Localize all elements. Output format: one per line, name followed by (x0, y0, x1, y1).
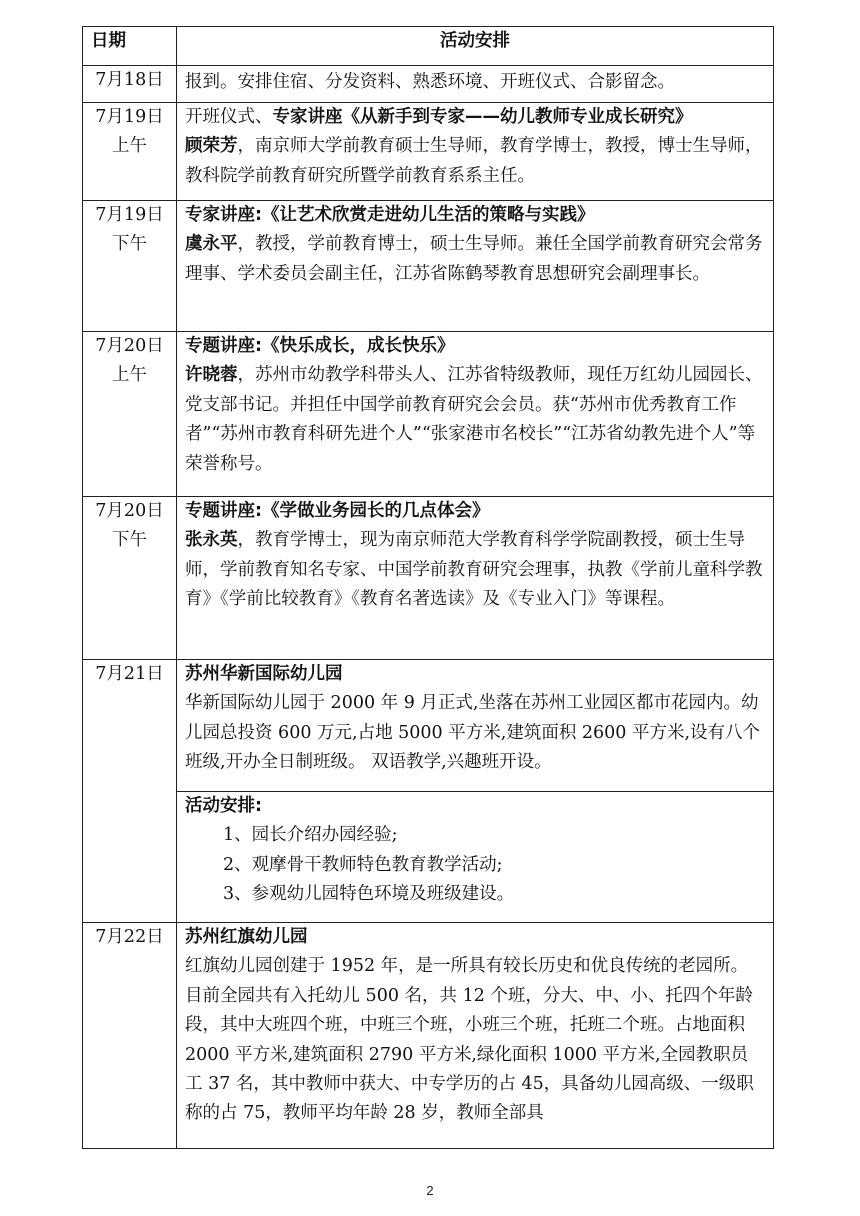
date-cell (83, 660, 177, 923)
list-item: 2、观摩骨干教师特色教育教学活动; (223, 854, 503, 875)
activity-cell (177, 66, 774, 103)
activity-cell (177, 103, 774, 201)
lecture-title: 专家讲座:《让艺术欣赏走进幼儿生活的策略与实践》 (185, 205, 595, 225)
speaker-bio: ，教授，学前教育博士，硕士生导师。兼任全国学前教育研究会常务理事、学术委员会副主任，江苏省陈鹤琴教育思想研究会副理事长。 (185, 234, 763, 284)
school-intro: 红旗幼儿园创建于 1952 年，是一所具有较长历史和优良传统的老园所。目前全园共有入托幼儿 500 名，共 12 个班，分大、中、小、托四个年龄段，其中大班四个班，中班三个班，小班三个班，托班二个班。占地面积 2000 平方米,建筑面积 2790 平方米,绿化面积 1000 平方米,全园教职员工 37 名，其中教师中获大、中专学历的占 45，具备幼儿园高级、一级职称的占 75，教师平均年龄 28 岁，教师全部具 (185, 956, 754, 1124)
date-text: 7月18日 (95, 70, 164, 90)
table-row (83, 332, 774, 497)
date-period: 下午 (112, 234, 147, 255)
list-item: 3、参观幼儿园特色环境及班级建设。 (223, 884, 515, 905)
header-date: 日期 (83, 27, 177, 66)
schedule-table (82, 26, 774, 1149)
date-text: 7月20日 (95, 336, 164, 356)
speaker-bio: ，教育学博士，现为南京师范大学教育科学学院副教授，硕士生导师，学前教育知名专家、中国学前教育研究会理事，执教《学前儿童科学教育》《学前比较教育》《教育名著选读》及《专业入门》等课程。 (185, 530, 763, 610)
date-text: 7月21日 (95, 664, 164, 684)
school-cell (177, 923, 774, 1149)
activity-cell (177, 332, 774, 497)
table-header-row (83, 27, 774, 66)
school-intro: 华新国际幼儿园于 2000 年 9 月正式,坐落在苏州工业园区都市花园内。幼儿园总投资 600 万元,占地 5000 平方米,建筑面积 2600 平方米,设有八个班级,开办全日制班级。 双语教学,兴趣班开设。 (185, 693, 761, 773)
activity-cell (177, 201, 774, 332)
speaker-name: 张永英 (185, 530, 238, 551)
lecture-title: 专题讲座:《学做业务园长的几点体会》 (185, 501, 490, 521)
date-cell (83, 332, 177, 497)
table-row (83, 792, 774, 923)
date-cell (83, 66, 177, 103)
activities-cell (177, 792, 774, 923)
header-activity: 活动安排 (177, 27, 774, 66)
table-row (83, 497, 774, 660)
date-text: 7月22日 (95, 927, 164, 947)
date-period: 上午 (112, 365, 147, 386)
lecture-title: 专题讲座:《快乐成长，成长快乐》 (185, 336, 455, 356)
date-text: 7月19日 (95, 107, 164, 127)
speaker-bio: ，南京师大学前教育硕士生导师，教育学博士，教授，博士生导师，教科院学前教育研究所暨学前教育系系主任。 (185, 136, 763, 186)
speaker-bio: ，苏州市幼教学科带头人、江苏省特级教师，现任万红幼儿园园长、党支部书记。并担任中国学前教育研究会会员。获“苏州市优秀教育工作者”“苏州市教育科研先进个人”“张家港市名校长”“江苏省幼教先进个人”等荣誉称号。 (185, 365, 763, 474)
list-item: 1、园长介绍办园经验; (223, 825, 398, 846)
lecture-title: 专家讲座《从新手到专家——幼儿教师专业成长研究》 (272, 107, 693, 127)
table-row (83, 201, 774, 332)
table-row (83, 103, 774, 201)
speaker-name: 顾荣芳 (185, 136, 238, 157)
date-period: 上午 (112, 136, 147, 157)
table-row (83, 660, 774, 792)
table-row (83, 923, 774, 1149)
date-period: 下午 (112, 530, 147, 551)
date-text: 7月20日 (95, 501, 164, 521)
date-cell (83, 201, 177, 332)
speaker-name: 虞永平 (185, 234, 238, 255)
school-name: 苏州红旗幼儿园 (185, 927, 308, 947)
date-text: 7月19日 (95, 205, 164, 225)
activity-text: 报到。安排住宿、分发资料、熟悉环境、开班仪式、合影留念。 (185, 72, 675, 92)
date-cell (83, 923, 177, 1149)
activity-cell (177, 497, 774, 660)
page-number: 2 (426, 1183, 434, 1198)
date-cell (83, 103, 177, 201)
activities-title: 活动安排: (185, 796, 262, 816)
lecture-title-prefix: 开班仪式、 (185, 107, 273, 127)
table-row (83, 66, 774, 103)
school-cell (177, 660, 774, 792)
date-cell (83, 497, 177, 660)
school-name: 苏州华新国际幼儿园 (185, 664, 343, 684)
speaker-name: 许晓蓉 (185, 365, 238, 386)
